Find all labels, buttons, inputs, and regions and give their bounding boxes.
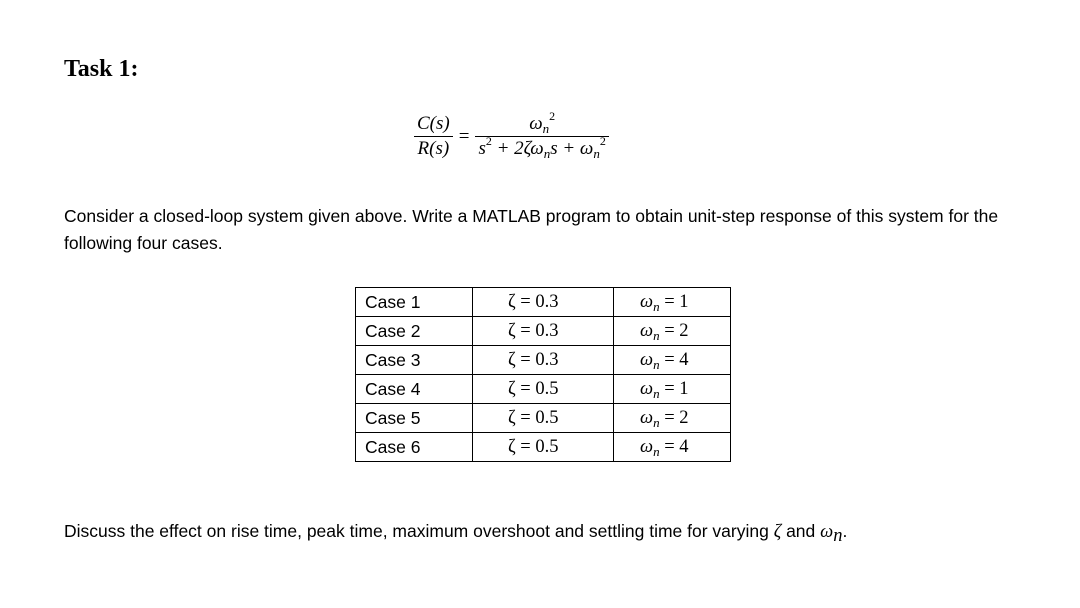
case-label: Case 5 bbox=[356, 404, 473, 433]
table-row bbox=[356, 317, 731, 346]
omega-value: $\omega_n = 2$ bbox=[614, 404, 731, 433]
discussion-prompt: Discuss the effect on rise time, peak time, maximum overshoot and settling time for varying ζ and $\omega_n$. bbox=[64, 521, 848, 546]
table-row bbox=[356, 375, 731, 404]
zeta-value: ζ = 0.3 bbox=[473, 288, 614, 317]
omega-value: $\omega_n = 1$ bbox=[614, 288, 731, 317]
case-label: Case 6 bbox=[356, 433, 473, 462]
rhs-fraction bbox=[475, 109, 608, 161]
table-row bbox=[356, 288, 731, 317]
omega-value: $\omega_n = 1$ bbox=[614, 375, 731, 404]
problem-description: Consider a closed-loop system given above. Write a MATLAB program to obtain unit-step response of this system for the following four cases. bbox=[64, 206, 999, 253]
lhs-fraction bbox=[414, 112, 453, 161]
cases-table bbox=[355, 287, 731, 462]
table-row bbox=[356, 404, 731, 433]
lhs-numerator: C(s) bbox=[417, 113, 450, 134]
zeta-value: ζ = 0.5 bbox=[473, 375, 614, 404]
transfer-function-equation bbox=[414, 109, 609, 161]
zeta-value: ζ = 0.5 bbox=[473, 433, 614, 462]
omega-value: $\omega_n = 2$ bbox=[614, 317, 731, 346]
rhs-numerator: $\omega_n^2$ bbox=[529, 109, 556, 136]
zeta-value: ζ = 0.3 bbox=[473, 317, 614, 346]
task-title: Task 1: bbox=[64, 56, 139, 82]
table-row bbox=[356, 433, 731, 462]
case-label: Case 2 bbox=[356, 317, 473, 346]
lhs-denominator: R(s) bbox=[417, 138, 450, 159]
omega-value: $\omega_n = 4$ bbox=[614, 346, 731, 375]
zeta-value: ζ = 0.3 bbox=[473, 346, 614, 375]
case-label: Case 1 bbox=[356, 288, 473, 317]
equals-sign: = bbox=[458, 125, 470, 147]
zeta-value: ζ = 0.5 bbox=[473, 404, 614, 433]
case-label: Case 3 bbox=[356, 346, 473, 375]
omega-value: $\omega_n = 4$ bbox=[614, 433, 731, 462]
table-row bbox=[356, 346, 731, 375]
rhs-denominator: $s^2 + 2\zeta\omega_ns + \omega_n^2$ bbox=[478, 134, 606, 161]
case-label: Case 4 bbox=[356, 375, 473, 404]
